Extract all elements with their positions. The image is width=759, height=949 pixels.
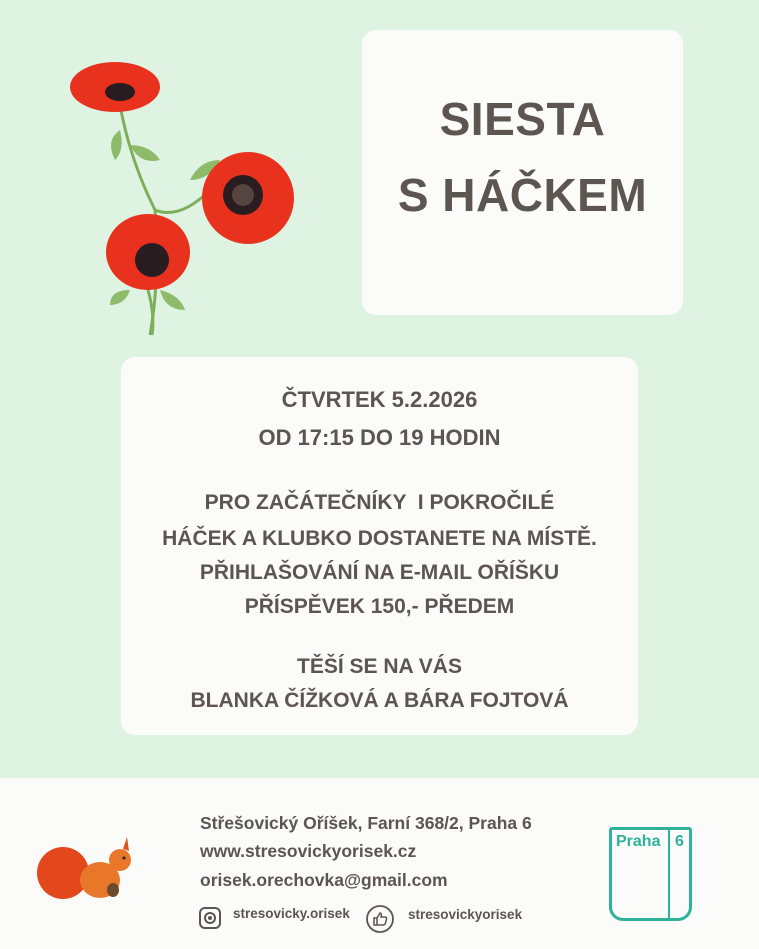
organizers: BLANKA ČÍŽKOVÁ A BÁRA FOJTOVÁ bbox=[190, 689, 569, 712]
event-date: ČTVRTEK 5.2.2026 bbox=[281, 387, 478, 412]
footer-website-link[interactable]: www.stresovickyorisek.cz bbox=[200, 841, 417, 861]
info-line-3: PŘIHLAŠOVÁNÍ NA E-MAIL OŘÍŠKU bbox=[199, 561, 560, 584]
facebook-handle[interactable]: stresovickyorisek bbox=[408, 907, 523, 922]
praha-logo-text: Praha bbox=[616, 833, 661, 850]
praha-6-logo bbox=[609, 827, 692, 921]
instagram-icon bbox=[198, 906, 222, 930]
poppy-1 bbox=[70, 62, 160, 112]
info-line-4: PŘÍSPĚVEK 150,- PŘEDEM bbox=[244, 595, 515, 618]
footer-address: Střešovický Oříšek, Farní 368/2, Praha 6 bbox=[200, 813, 532, 833]
greeting: TĚŠÍ SE NA VÁS bbox=[297, 655, 462, 678]
praha-logo-number: 6 bbox=[675, 833, 684, 850]
poppy-flowers-illustration bbox=[60, 50, 310, 340]
poppy-3 bbox=[106, 214, 190, 290]
info-line-2: HÁČEK A KLUBKO DOSTANETE NA MÍSTĚ. bbox=[162, 527, 597, 550]
facebook-like-icon bbox=[365, 904, 395, 934]
squirrel-illustration bbox=[35, 835, 135, 905]
title-line-2: S HÁČKEM bbox=[397, 169, 648, 221]
info-line-1: PRO ZAČÁTEČNÍKY I POKROČILÉ bbox=[204, 491, 555, 514]
info-card bbox=[121, 357, 638, 735]
event-time: OD 17:15 DO 19 HODIN bbox=[258, 425, 501, 450]
title-card bbox=[362, 30, 683, 315]
poppy-2 bbox=[202, 152, 294, 244]
footer-email-link[interactable]: orisek.orechovka@gmail.com bbox=[200, 870, 448, 890]
instagram-handle[interactable]: stresovicky.orisek bbox=[233, 906, 350, 921]
title-line-1: SIESTA bbox=[439, 93, 606, 145]
